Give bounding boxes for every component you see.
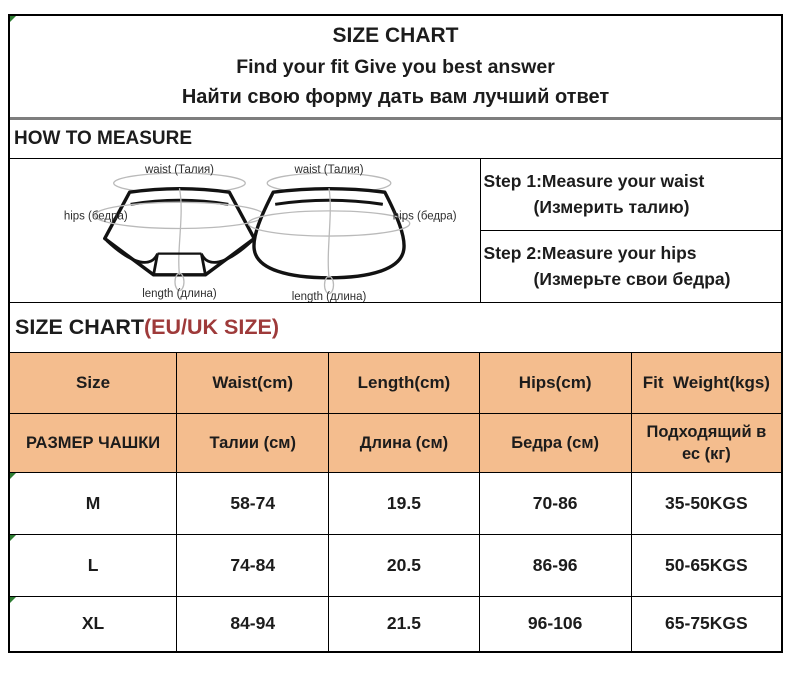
- subtitle-ru: Найти свою форму дать вам лучший ответ: [181, 86, 610, 109]
- measure-diagram: [10, 159, 480, 302]
- measure-diagram-cell: [10, 159, 481, 302]
- size-chart-sheet: [8, 14, 783, 653]
- cell-size-value: M: [85, 492, 101, 513]
- left-hips-label: hips (бедра): [63, 210, 128, 223]
- green-corner-flag-icon: [10, 535, 16, 541]
- step-2: [481, 231, 781, 302]
- table-row: [10, 535, 781, 597]
- green-corner-flag-icon: [10, 597, 16, 603]
- left-panty-drawing: [64, 164, 264, 300]
- table-row: [10, 597, 781, 651]
- right-hips-label: hips (бедра): [392, 210, 457, 223]
- header-cell-waist: Waist(cm): [177, 353, 329, 413]
- cell-length: 19.5: [329, 473, 479, 534]
- cell-weight: 65-75KGS: [665, 613, 748, 634]
- step-2-text: Step 2:Measure your hips: [483, 243, 697, 263]
- cell-hips: 96-106: [480, 597, 632, 651]
- header-cell-hips-ru: Бедра (см): [480, 414, 632, 472]
- cell-weight: 50-65KGS: [665, 554, 748, 575]
- measure-section: [10, 159, 781, 303]
- cell-hips: 70-86: [480, 473, 632, 534]
- cell-waist: 84-94: [177, 597, 329, 651]
- left-length-label: length (длина): [142, 287, 217, 300]
- header-cell-hips: Hips(cm): [480, 353, 632, 413]
- table-header-row-en: [10, 353, 781, 414]
- size-chart-subheading-region: (EU/UK SIZE): [144, 315, 279, 339]
- header-cell-size-ru: РАЗМЕР ЧАШКИ: [10, 414, 177, 472]
- header-cell-weight: Fit Weight(kgs): [642, 372, 770, 392]
- page-title: SIZE CHART: [332, 23, 459, 47]
- cell-size: [10, 535, 177, 596]
- measure-steps: [481, 159, 781, 302]
- step-1-text: Step 1:Measure your waist: [483, 171, 705, 191]
- green-corner-flag-icon: [10, 16, 16, 22]
- header-cell-length: Length(cm): [329, 353, 479, 413]
- cell-length: 20.5: [329, 535, 479, 596]
- green-corner-flag-icon: [10, 473, 16, 479]
- cell-weight: 35-50KGS: [665, 492, 748, 513]
- cell-waist: 74-84: [177, 535, 329, 596]
- right-panty-drawing: [248, 164, 457, 302]
- cell-size-value: XL: [81, 613, 105, 634]
- header-cell-length-ru: Длина (см): [329, 414, 479, 472]
- cell-size: [10, 473, 177, 534]
- title-block: [10, 16, 781, 120]
- header-cell-waist-ru: Талии (см): [177, 414, 329, 472]
- cell-waist: 58-74: [177, 473, 329, 534]
- right-waist-label: waist (Талия): [294, 164, 364, 177]
- size-chart-subheading-title: SIZE CHART: [15, 315, 144, 339]
- how-to-measure-heading: HOW TO MEASURE: [10, 120, 781, 159]
- header-cell-size: Size: [10, 353, 177, 413]
- table-row: [10, 473, 781, 535]
- step-1-translation: (Измерить талию): [533, 197, 690, 217]
- header-cell-weight-ru: Подходящий в ес (кг): [646, 422, 771, 463]
- cell-size-value: L: [87, 554, 99, 575]
- step-1: [481, 159, 781, 231]
- cell-size: [10, 597, 177, 651]
- step-2-translation: (Измерьте свои бедра): [533, 269, 731, 289]
- cell-length: 21.5: [329, 597, 479, 651]
- size-chart-subheading: [10, 303, 781, 353]
- table-header-row-ru: [10, 414, 781, 473]
- right-length-label: length (длина): [291, 290, 367, 302]
- left-waist-label: waist (Талия): [144, 164, 215, 177]
- cell-hips: 86-96: [480, 535, 632, 596]
- subtitle-en: Find your fit Give you best answer: [236, 55, 555, 78]
